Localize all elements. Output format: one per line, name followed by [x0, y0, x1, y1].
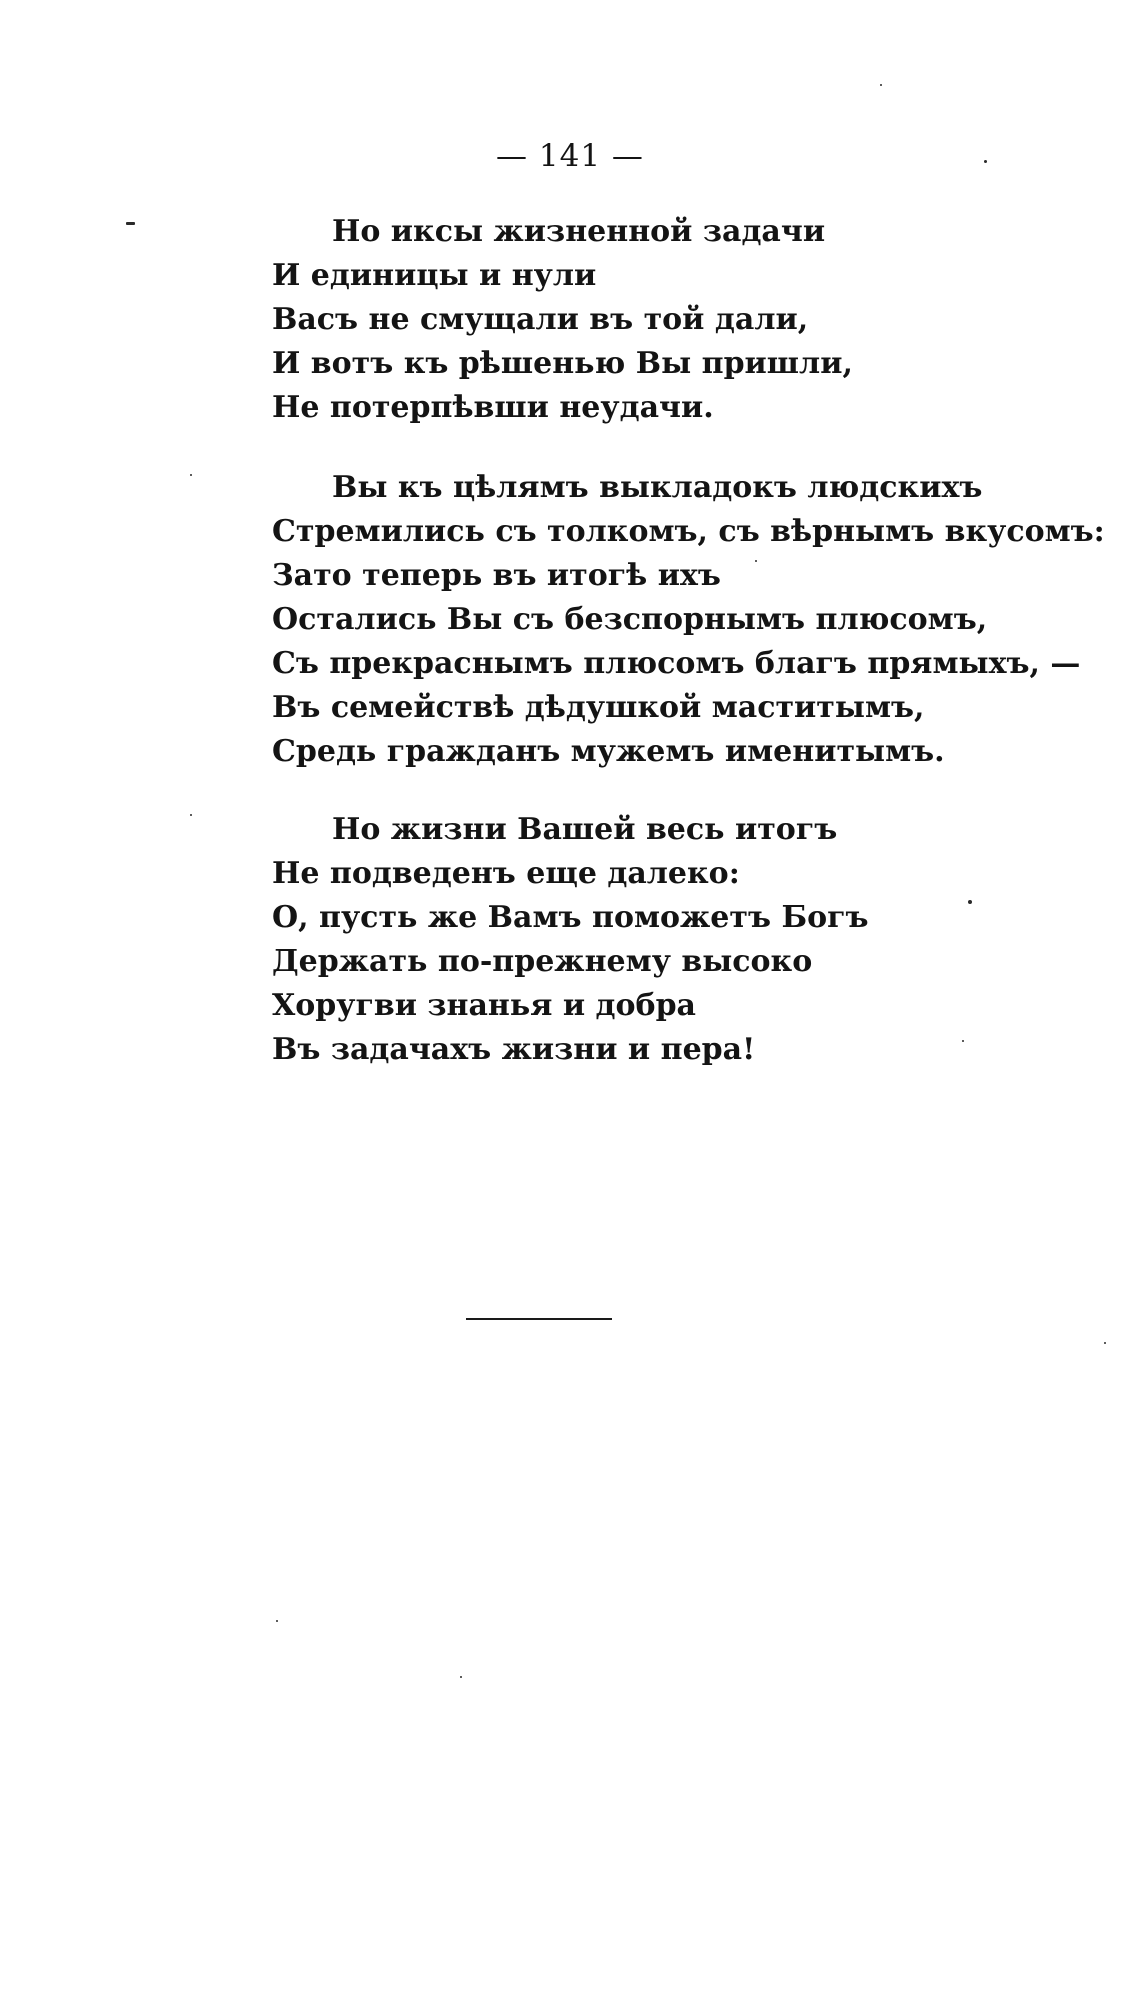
scan-speck	[190, 474, 192, 476]
stanza-3	[272, 808, 992, 1072]
poem-line: Съ прекраснымъ плюсомъ благъ прямыхъ, —	[272, 646, 1081, 681]
poem-line: Васъ не смущали въ той дали,	[272, 302, 809, 337]
scan-speck	[460, 1676, 462, 1678]
scan-speck	[190, 814, 192, 816]
poem-line: Остались Вы съ безспорнымъ плюсомъ,	[272, 602, 988, 637]
poem-line: Но иксы жизненной задачи	[332, 214, 826, 249]
poem-line: Средь гражданъ мужемъ именитымъ.	[272, 734, 945, 769]
scan-speck	[126, 222, 135, 225]
scan-speck	[755, 560, 757, 562]
poem-line: Зато теперь въ итогѣ ихъ	[272, 558, 721, 593]
scan-speck	[984, 160, 987, 163]
poem-line: Стремились съ толкомъ, съ вѣрнымъ вкусомъ:	[272, 514, 1105, 549]
scan-speck	[968, 900, 972, 904]
scan-speck	[276, 1620, 278, 1622]
scan-speck	[880, 84, 882, 86]
poem-line: Въ задачахъ жизни и пера!	[272, 1032, 756, 1067]
scan-speck	[1104, 1342, 1106, 1344]
poem-line: О, пусть же Вамъ поможетъ Богъ	[272, 900, 869, 935]
poem-line: Держать по-прежнему высоко	[272, 944, 813, 979]
poem-line: Не подведенъ еще далеко:	[272, 856, 740, 891]
poem-line: Но жизни Вашей весь итогъ	[332, 812, 838, 847]
poem-line: Въ семействѣ дѣдушкой маститымъ,	[272, 690, 925, 725]
scan-speck	[962, 1040, 964, 1042]
closing-rule	[466, 1318, 612, 1320]
poem-line: Хоругви знанья и добра	[272, 988, 696, 1023]
page-number: — 141 —	[496, 138, 644, 174]
poem-line: И вотъ къ рѣшенью Вы пришли,	[272, 346, 853, 381]
poem-line: Вы къ цѣлямъ выкладокъ людскихъ	[332, 470, 983, 505]
stanza-2	[272, 466, 1105, 774]
poem-line: И единицы и нули	[272, 258, 597, 293]
poem-line: Не потерпѣвши неудачи.	[272, 390, 714, 425]
stanza-1	[272, 210, 992, 430]
